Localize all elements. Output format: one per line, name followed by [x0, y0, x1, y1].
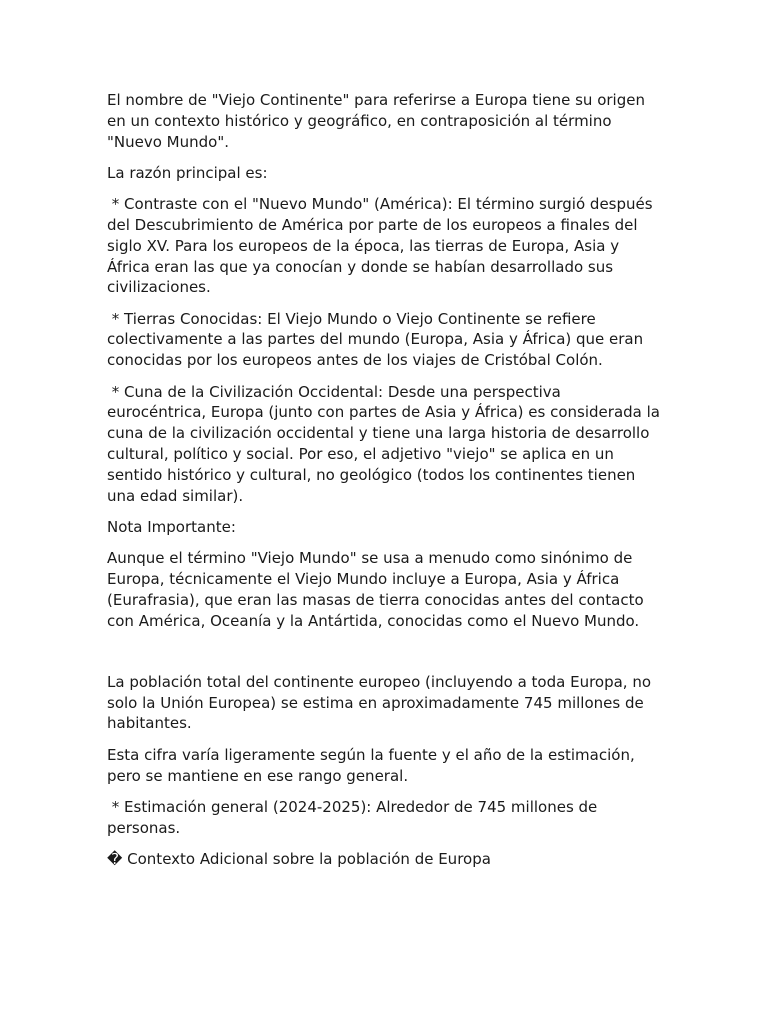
important-note-heading: Nota Importante:	[107, 517, 236, 536]
main-reason-heading: La razón principal es:	[107, 163, 268, 182]
bullet-western-civilization: * Cuna de la Civilización Occidental: Desde una perspectiva eurocéntrica, Europa (junto con partes de Asia y África) es considerada la cuna de la civilización occidental y tiene una larga historia de desarrollo cultural, político y social. Por eso, el adjetivo "viejo" se aplica en un sentido histórico y cultural, no geológico (todos los continentes tienen una edad similar).	[107, 382, 665, 505]
section-gap	[107, 642, 663, 672]
additional-context-heading: � Contexto Adicional sobre la población de Europa	[107, 849, 491, 868]
population-paragraph: La población total del continente europeo (incluyendo a toda Europa, no solo la Unión Europea) se estima en aproximadamente 745 millones de habitantes.	[107, 672, 656, 733]
important-note-paragraph: Aunque el término "Viejo Mundo" se usa a menudo como sinónimo de Europa, técnicamente el Viejo Mundo incluye a Europa, Asia y África (Eurafrasia), que eran las masas de tierra conocidas antes del contacto con América, Oceanía y la Antártida, conocidas como el Nuevo Mundo.	[107, 549, 649, 630]
bullet-population-estimate: * Estimación general (2024-2025): Alrededor de 745 millones de personas.	[107, 797, 603, 837]
bullet-contrast-new-world: * Contraste con el "Nuevo Mundo" (América): El término surgió después del Descubrimiento de América por parte de los europeos a finales del siglo XV. Para los europeos de la época, las tierras de Europa, Asia y África eran las que ya conocían y donde se habían desarrollado sus civilizaciones.	[107, 195, 658, 297]
intro-paragraph: El nombre de "Viejo Continente" para referirse a Europa tiene su origen en un contexto histórico y geográfico, en contraposición al término "Nuevo Mundo".	[107, 91, 650, 151]
population-variation-paragraph: Esta cifra varía ligeramente según la fuente y el año de la estimación, pero se mantiene en ese rango general.	[107, 745, 640, 785]
bullet-known-lands: * Tierras Conocidas: El Viejo Mundo o Viejo Continente se refiere colectivamente a las partes del mundo (Europa, Asia y África) que eran conocidas por los europeos antes de los viajes de Cristóbal Colón.	[107, 309, 648, 370]
document-page	[107, 90, 663, 880]
